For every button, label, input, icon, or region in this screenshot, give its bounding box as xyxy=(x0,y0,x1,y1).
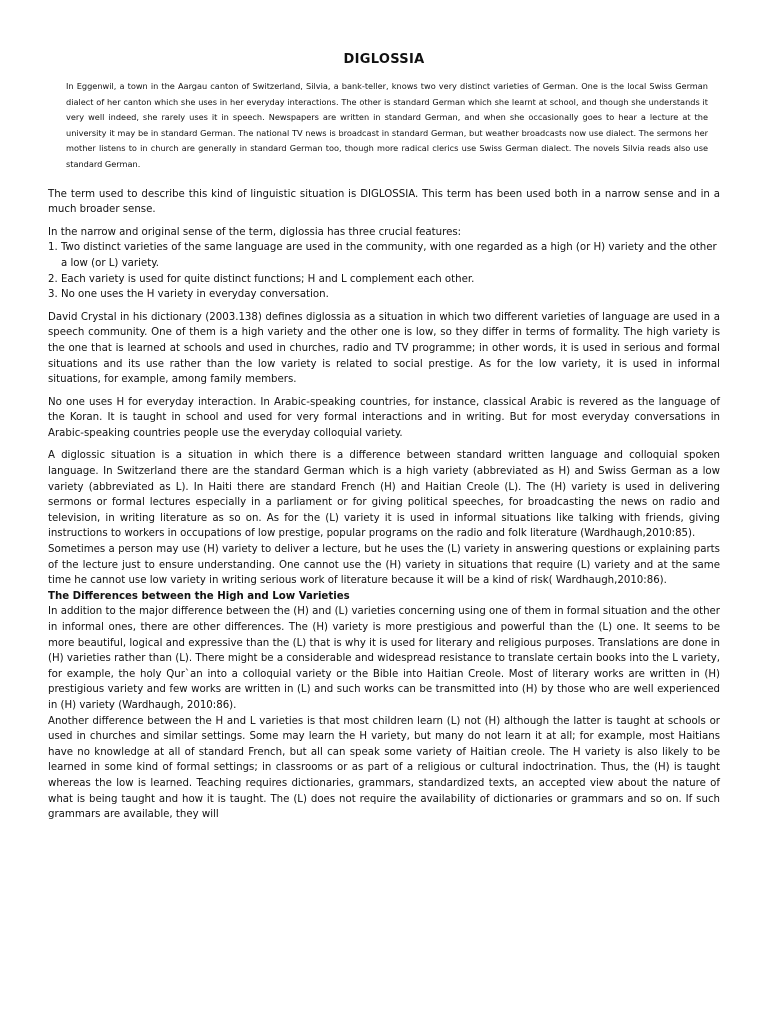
paragraph-acquisition-difference: Another difference between the H and L varieties is that most children learn (L) not (H) although the latter is taught at schools or used in churches and similar settings. Some may learn the H variety, but many do not learn it at all; for example, most Haitians have no knowledge at all of standard French, but all can speak some variety of Haitian creole. The H variety is also likely to be learned in some kind of formal settings; in classrooms or as part of a religious or cultural indoctrination. Thus, the (H) is taught whereas the low is learned. Teaching requires dictionaries, grammars, standardized texts, an accepted view about the nature of what is being taught and how it is taught. The (L) does not require the availability of dictionaries or grammars and so on. If such grammars are available, they will xyxy=(48,715,720,821)
features-list xyxy=(48,240,720,302)
list-item: 1. Two distinct varieties of the same language are used in the community, with one regarded as a high (or H) variety and the other a low (or L) variety. xyxy=(48,242,717,269)
intro-example: In Eggenwil, a town in the Aargau canton of Switzerland, Silvia, a bank-teller, knows two very distinct varieties of German. One is the local Swiss German dialect of her canton which she uses in her everyday interactions. The other is standard German which she learnt at school, and though she understands it very well indeed, she rarely uses it in speech. Newspapers are written in standard German, and when she occasionally goes to hear a lecture at the university it may be in standard German. The national TV news is broadcast in standard German, but weather broadcasts now use dialect. The sermons her mother listens to in church are generally in standard German too, though more radical clerics use Swiss German dialect. The novels Silvia reads also use standard German. xyxy=(66,81,708,169)
page-title: DIGLOSSIA xyxy=(343,52,425,67)
paragraph-diglossic-situation: A diglossic situation is a situation in which there is a difference between standard written language and colloquial spoken language. In Switzerland there are the standard German which is a high variety (abbreviated as H) and Swiss German as a low variety (abbreviated as L). In Haiti there are standard French (H) and Haitian Creole (L). The (H) variety is used in delivering sermons or formal lectures especially in a parliament or for giving political speeches, for broadcasting the news on radio and television, in writing literature as so on. As for the (L) variety it is used in informal situations like talking with friends, giving instructions to workers in occupations of low prestige, popular programs on the radio and folk literature (Wardhaugh,2010:85). xyxy=(48,450,720,540)
paragraph-arabic-example: No one uses H for everyday interaction. In Arabic-speaking countries, for instance, classical Arabic is revered as the language of the Koran. It is taught in school and used for very formal interactions and in writing. But for most everyday conversations in Arabic-speaking countries people use the everyday colloquial variety. xyxy=(48,396,720,439)
paragraph-term-definition: The term used to describe this kind of linguistic situation is DIGLOSSIA. This term has been used both in a narrow sense and in a much broader sense. xyxy=(48,188,720,216)
paragraph-lecture-example: Sometimes a person may use (H) variety to deliver a lecture, but he uses the (L) variety in answering questions or explaining parts of the lecture just to ensure understanding. One cannot use the (H) variety in situations that require (L) variety and at the same time he cannot use low variety in writing serious work of literature because it will be a kind of risk( Wardhaugh,2010:86). xyxy=(48,544,720,587)
list-item: 2. Each variety is used for quite distinct functions; H and L complement each other. xyxy=(48,273,475,285)
list-item: 3. No one uses the H variety in everyday conversation. xyxy=(48,289,329,301)
section-heading: The Differences between the High and Low Varieties xyxy=(48,590,350,602)
paragraph-features-intro: In the narrow and original sense of the term, diglossia has three crucial features: xyxy=(48,226,462,238)
paragraph-prestige-difference: In addition to the major difference between the (H) and (L) varieties concerning using one of them in formal situation and the other in informal ones, there are other differences. The (H) variety is more prestigious and powerful than the (L) one. It seems to be more beautiful, logical and expressive than the (L) that is why it is used for literary and religious purposes. Translations are done in (H) varieties rather than (L). There might be a considerable and widespread resistance to translate certain books into the L variety, for example, the holy Qur`an into a colloquial variety or the Bible into Haitian Creole. Most of literary works are written in (H) prestigious variety and few works are written in (L) and such works can be transmitted into (H) by those who are well experienced in (H) variety (Wardhaugh, 2010:86). xyxy=(48,606,720,711)
paragraph-crystal-definition: David Crystal in his dictionary (2003.138) defines diglossia as a situation in which two different varieties of language are used in a speech community. One of them is a high variety and the other one is low, so they differ in terms of formality. The high variety is the one that is learned at schools and used in churches, radio and TV programme; in other words, it is used in serious and formal situations and its use rather than the low variety is related to social prestige. As for the low variety, it is used in informal situations, for example, among family members. xyxy=(48,311,720,386)
